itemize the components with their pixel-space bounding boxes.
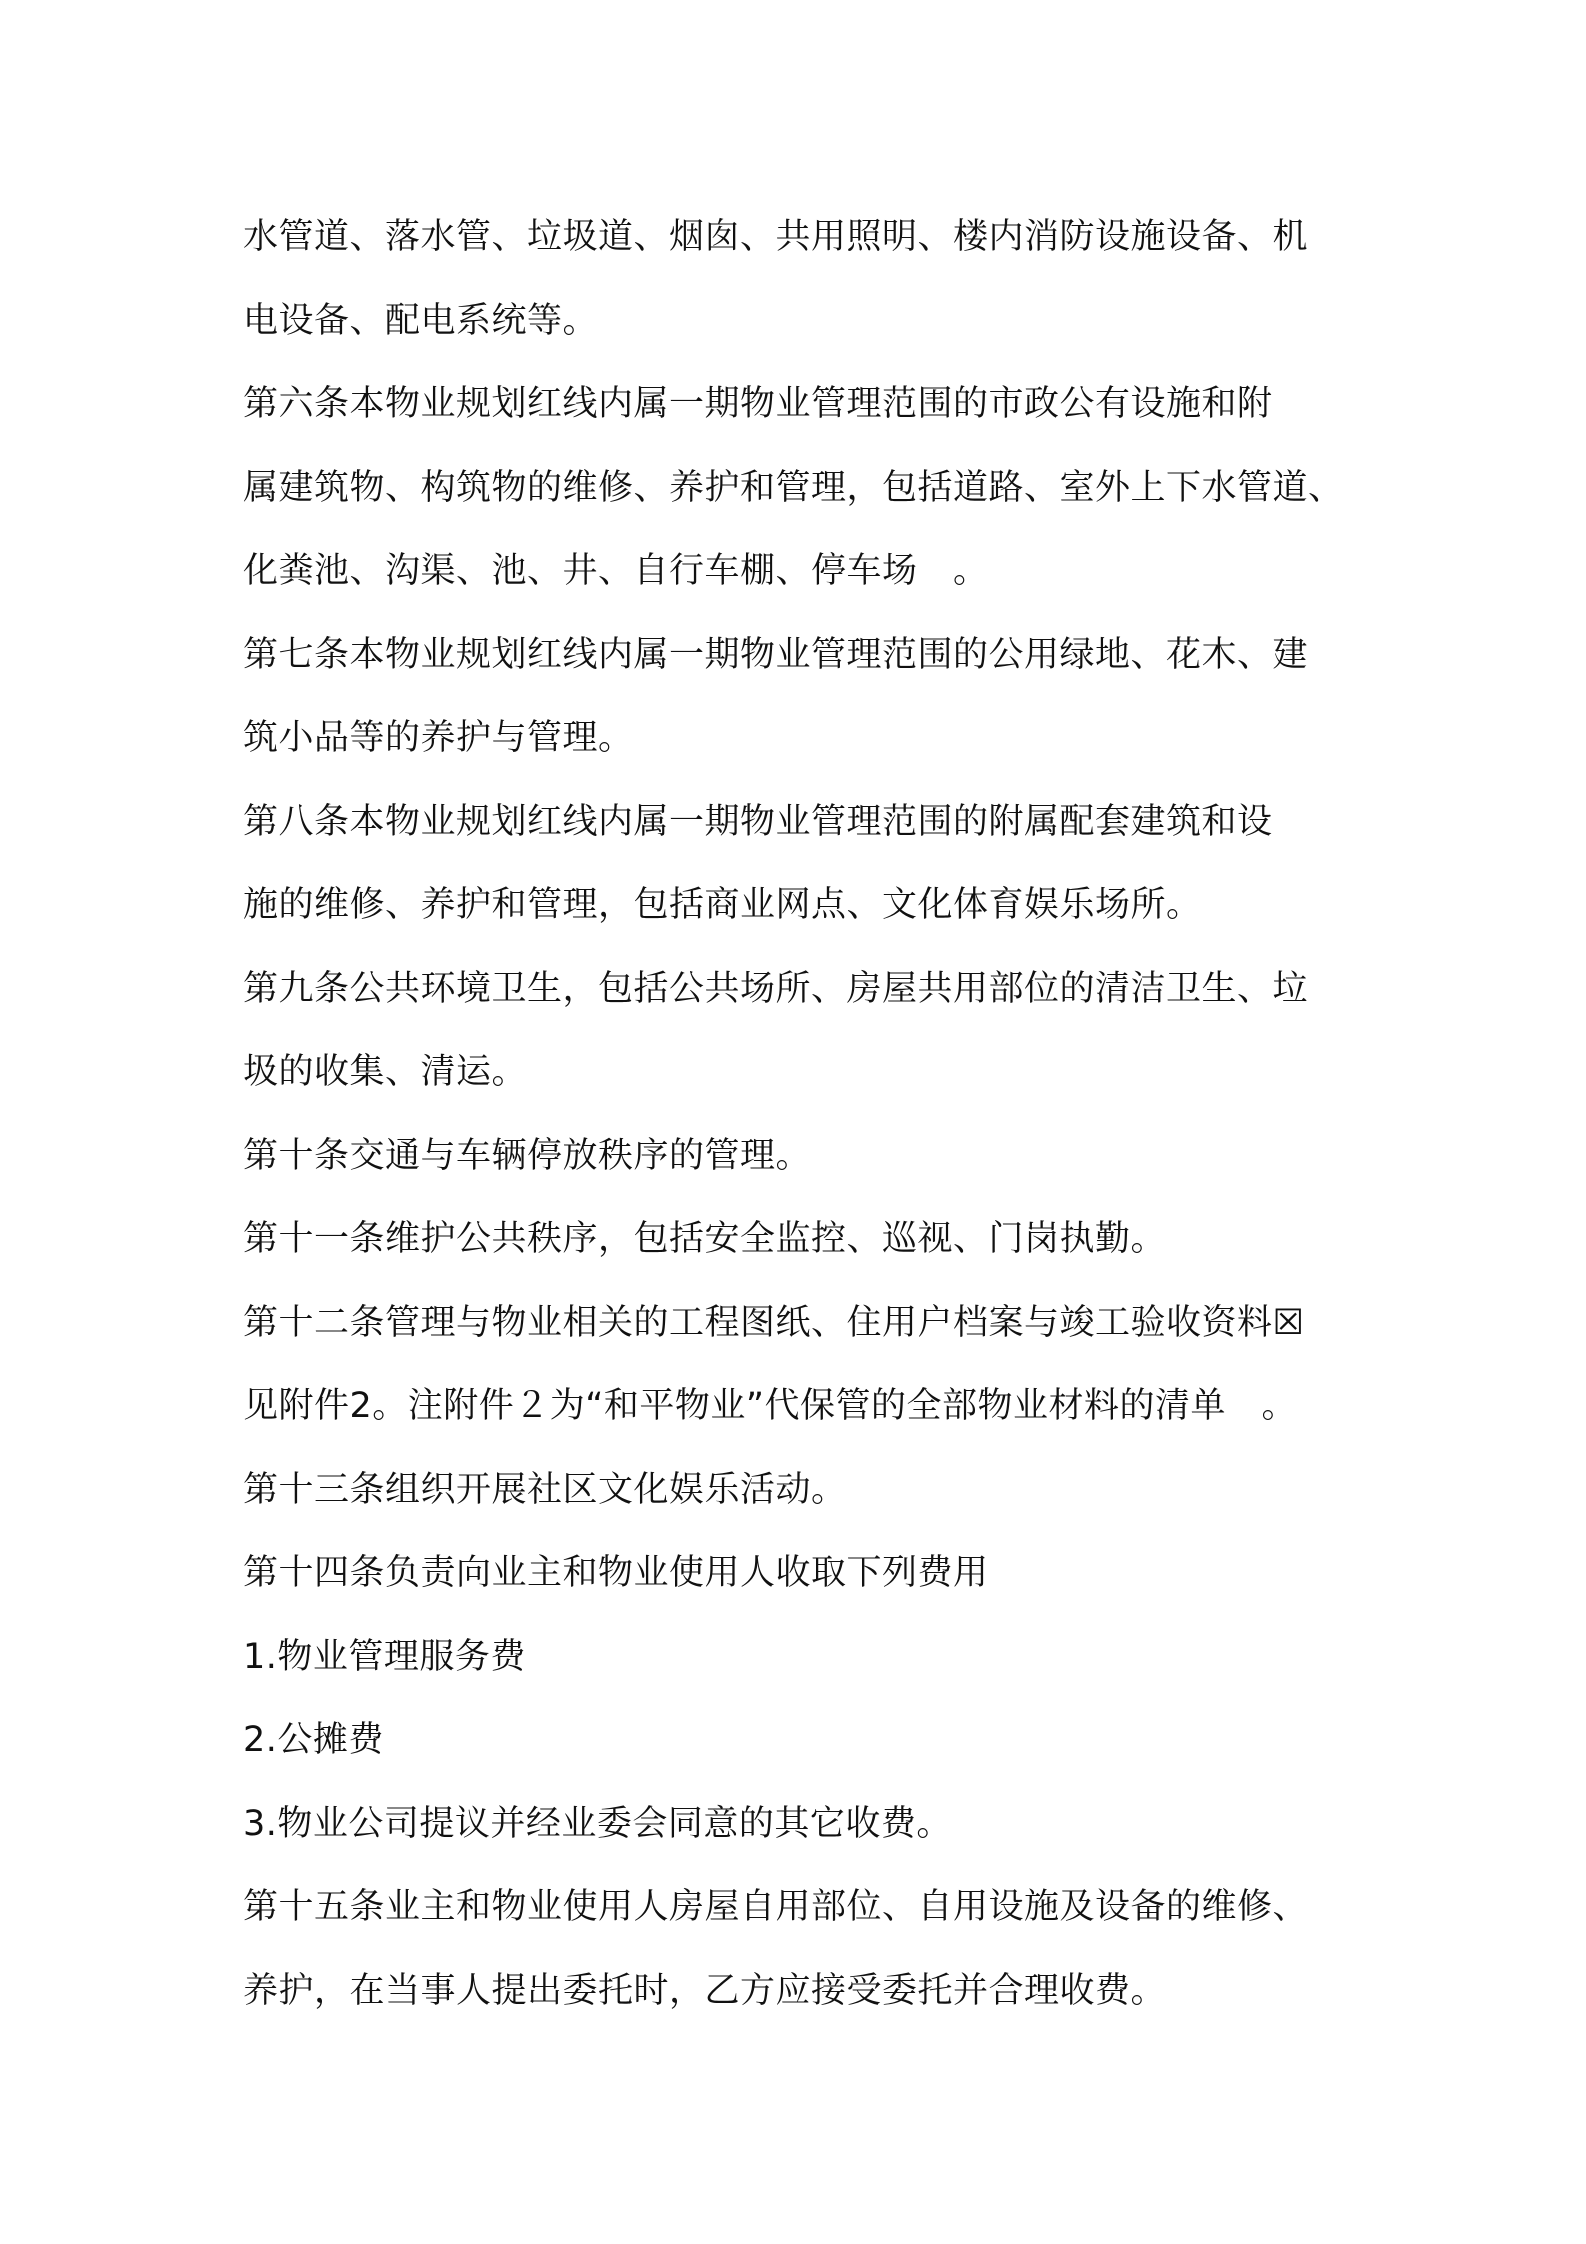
text-line: 第九条公共环境卫生，包括公共场所、房屋共用部位的清洁卫生、垃 — [243, 968, 1309, 1009]
text-line: 第六条本物业规划红线内属一期物业管理范围的市政公有设施和附 — [243, 384, 1273, 424]
text-line: 1.物业管理服务费 — [243, 1636, 526, 1677]
text-line: 第十三条组织开展社区文化娱乐活动。 — [243, 1469, 847, 1510]
text-line: 第十一条维护公共秩序，包括安全监控、巡视、门岗执勤。 — [243, 1219, 1167, 1259]
text-line: 施的维修、养护和管理，包括商业网点、文化体育娱乐场所。 — [243, 885, 1202, 925]
text-line: 第十条交通与车辆停放秩序的管理。 — [243, 1135, 812, 1176]
text-line: 第十四条负责向业主和物业使用人收取下列费用 — [243, 1553, 989, 1593]
text-line: 2.公摊费 — [243, 1720, 384, 1760]
text-line: 属建筑物、构筑物的维修、养护和管理，包括道路、室外上下水管道、 — [243, 467, 1344, 508]
text-line: 第十二条管理与物业相关的工程图纸、住用户档案与竣工验收资料☒ — [243, 1302, 1305, 1343]
text-line: 筑小品等的养护与管理。 — [243, 718, 634, 758]
text-line: 化粪池、沟渠、池、井、自行车棚、停车场 。 — [243, 551, 989, 591]
text-line: 3.物业公司提议并经业委会同意的其它收费。 — [243, 1803, 952, 1844]
text-line: 水管道、落水管、垃圾道、烟囱、共用照明、楼内消防设施设备、机 — [243, 217, 1309, 257]
text-line: 圾的收集、清运。 — [243, 1052, 528, 1092]
text-line: 第十五条业主和物业使用人房屋自用部位、自用设施及设备的维修、 — [243, 1887, 1309, 1927]
text-line: 第八条本物业规划红线内属一期物业管理范围的附属配套建筑和设 — [243, 801, 1273, 842]
text-line: 电设备、配电系统等。 — [243, 300, 599, 341]
text-line: 见附件2。注附件２为“和平物业”代保管的全部物业材料的清单 。 — [243, 1386, 1298, 1426]
text-line: 第七条本物业规划红线内属一期物业管理范围的公用绿地、花木、建 — [243, 634, 1309, 675]
document-body — [243, 196, 1363, 2033]
text-line: 养护，在当事人提出委托时，乙方应接受委托并合理收费。 — [243, 1970, 1167, 2011]
